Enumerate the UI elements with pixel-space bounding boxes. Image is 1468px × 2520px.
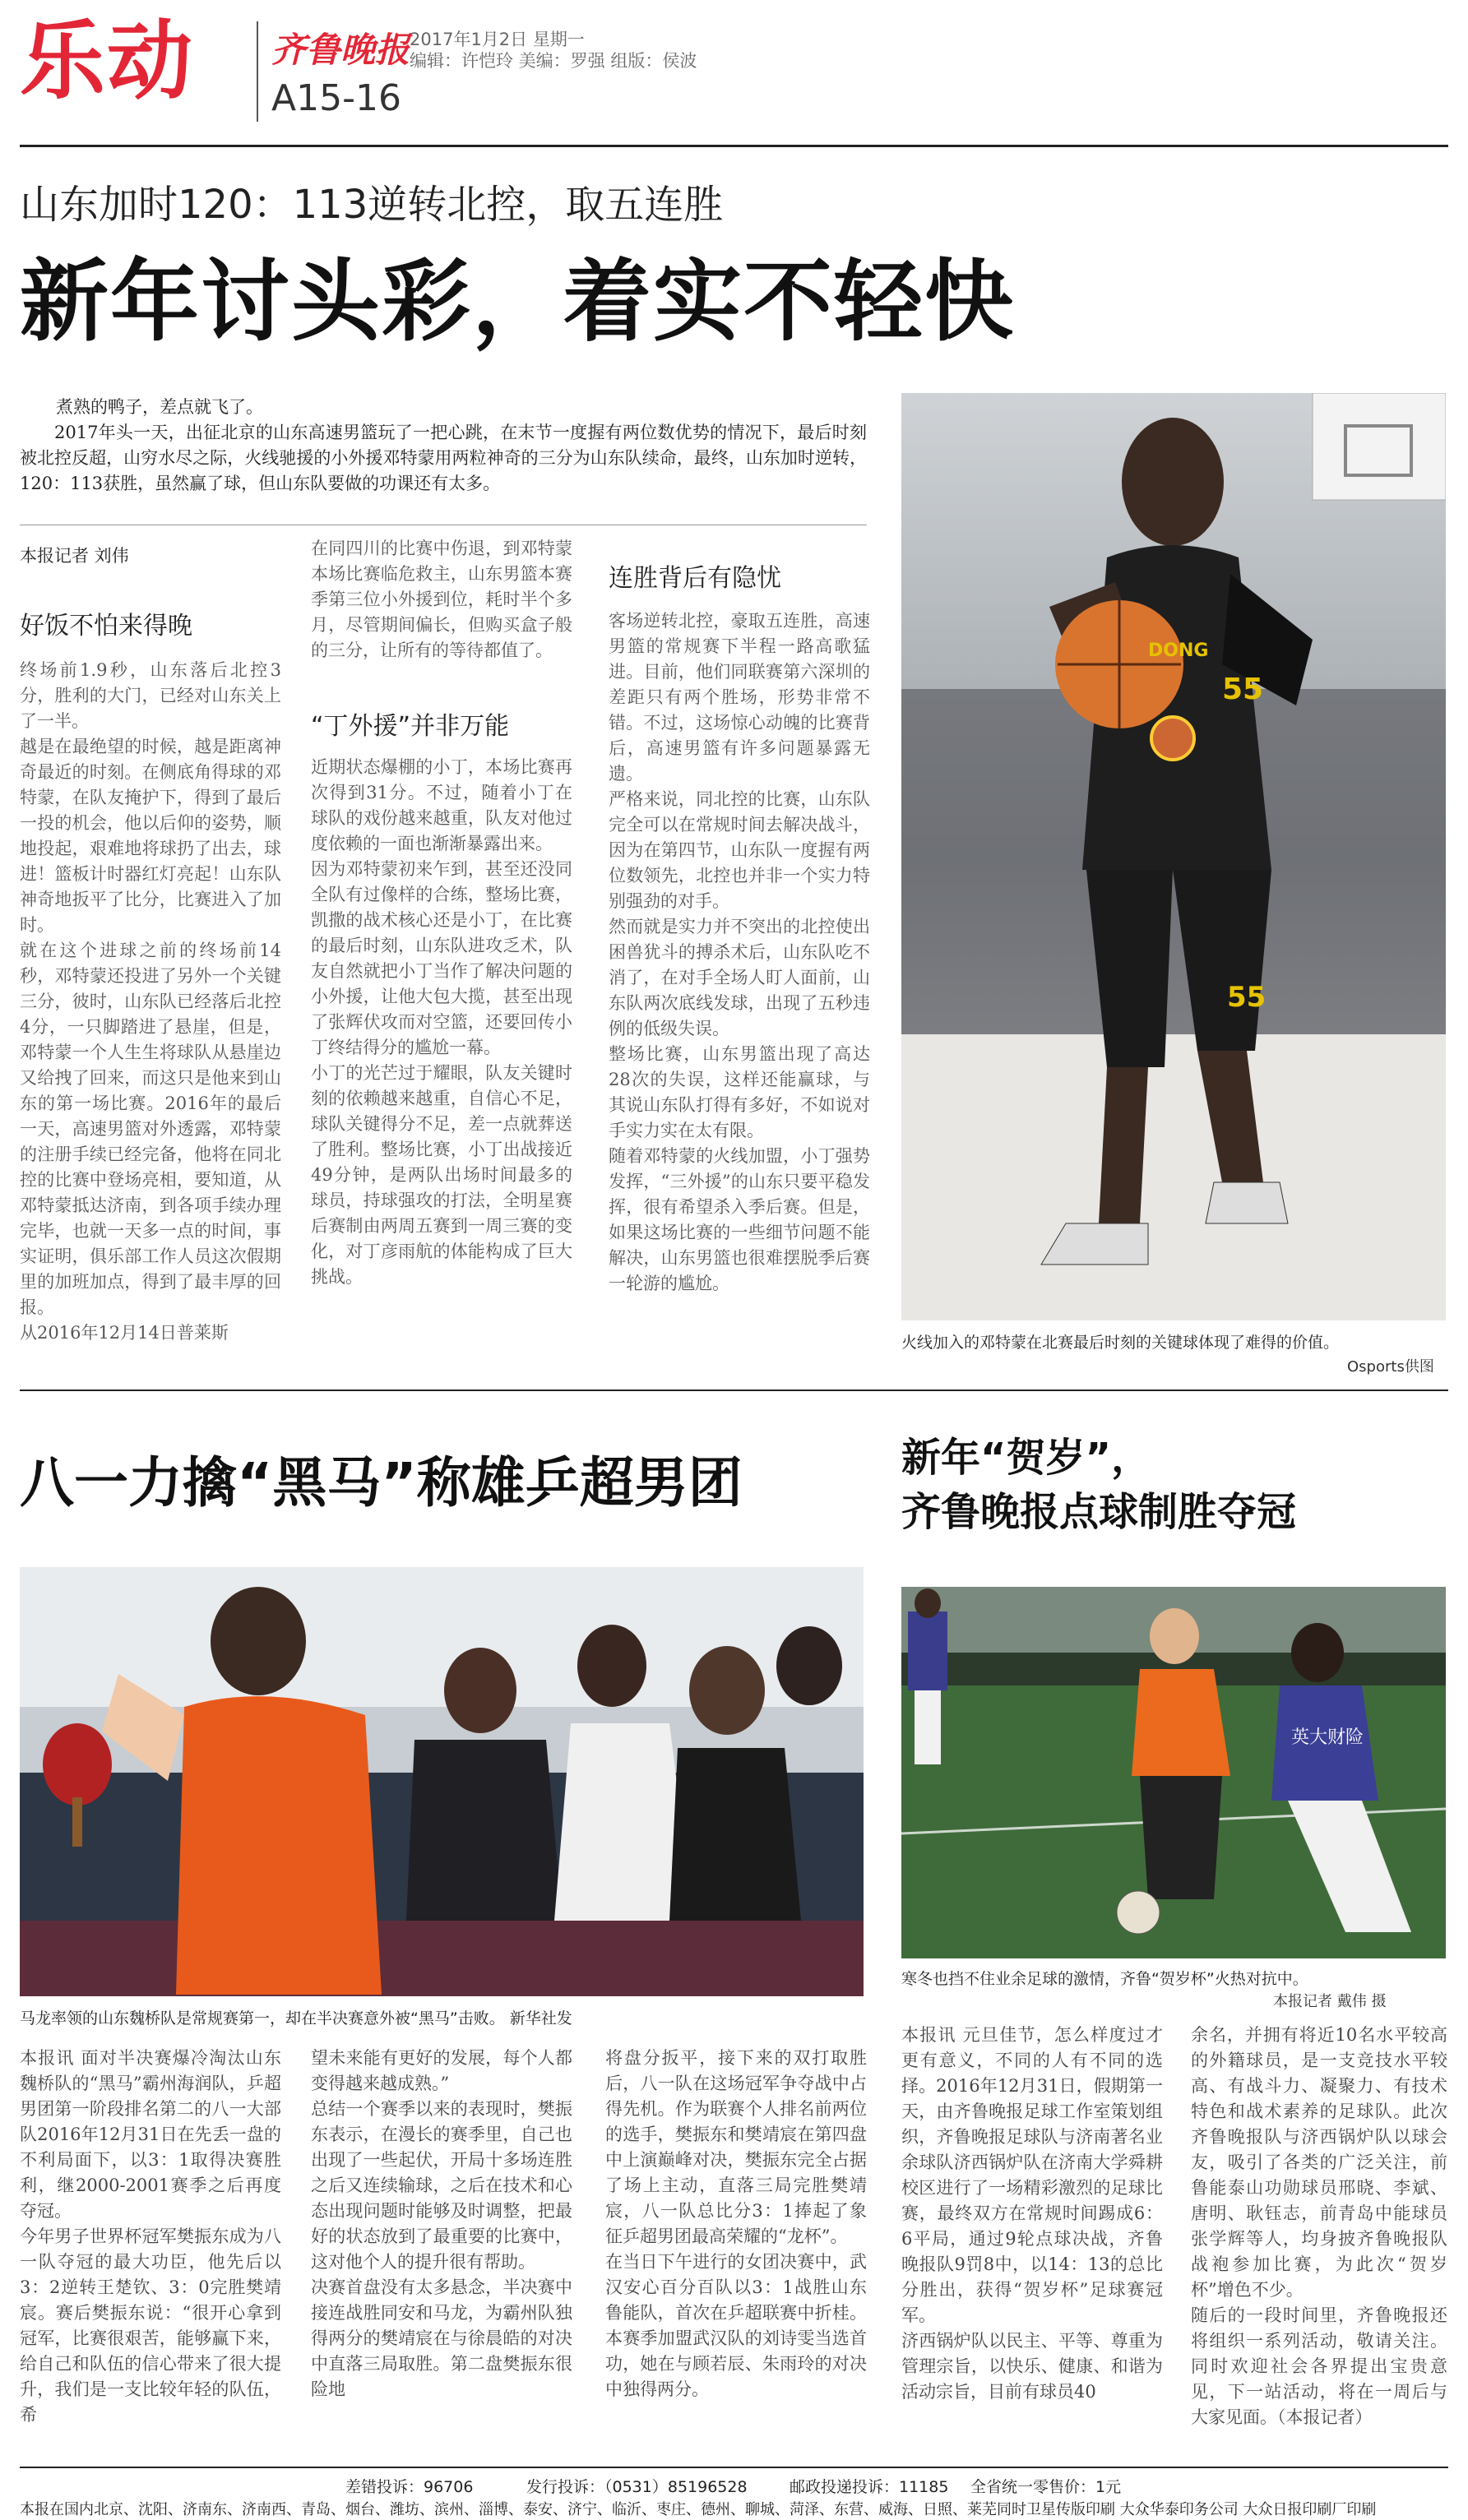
story1-subhead-2: “丁外援”并非万能 xyxy=(311,712,510,741)
page-numbers: A15-16 xyxy=(271,77,401,119)
story1-lead xyxy=(20,395,867,497)
football-photo-caption: 寒冬也挡不住业余足球的激情，齐鲁“贺岁杯”火热对抗中。 xyxy=(901,1970,1308,1988)
footer-price: 全省统一零售价：1元 xyxy=(970,2478,1122,2496)
story3-column-2: 余名，并拥有将近10名水平较高的外籍球员，是一支竞技水平较高、有战斗力、凝聚力、有技术特色和战术素养的足球队。此次齐鲁晚报队与济西锅炉队以球会友，吸引了各类的广泛关注，前鲁能泰山功勋球员邢晓、李斌、唐明、耿钰志，前青岛中能球员张学辉等人，均身披齐鲁晚报队战袍参加比赛，为此次“贺岁杯”增色不少。 随后的一段时间里，齐鲁晚报还将组织一系列活动，敬请关注。同时欢迎社会各界提出宝贵意见，下一站活动，将在一周后与大家见面。（本报记者） xyxy=(1191,2025,1447,2427)
footer-printing-info: 本报在国内北京、沈阳、济南东、济南西、青岛、烟台、潍坊、滨州、淄博、泰安、济宁、临沂、枣庄、德州、聊城、菏泽、东营、威海、日照、莱芜同时卫星传版印刷 大众华泰印务公司 大众日报印刷厂印刷 xyxy=(20,2501,1377,2518)
story1-byline: 本报记者 刘伟 xyxy=(20,546,129,566)
lead-intro: 煮熟的鸭子，差点就飞了。 xyxy=(56,397,263,417)
story2-column-3: 将盘分扳平，接下来的双打取胜后，八一队在这场冠军争夺战中占得先机。作为联赛个人排名前两位的选手，樊振东和樊靖宸在第四盘中上演巅峰对决，樊振东完全占据了场上主动，直落三局完胜樊靖宸，八一队总比分3：1捧起了象征乒超男团最高荣耀的“龙杯”。 在当日下午进行的女团决赛中，武汉安心百分百队以3：1战胜山东鲁能队，首次在乒超联赛中折桂。本赛季加盟武汉队的刘诗雯当选首功，她在与顾若辰、朱雨玲的对决中独得两分。 xyxy=(605,2048,867,2399)
footer-rule xyxy=(20,2467,1448,2468)
story1-column-3: 客场逆转北控，豪取五连胜，高速男篮的常规赛下半程一路高歌猛进。目前，他们同联赛第六深圳的差距只有两个胜场，形势非常不错。不过，这场惊心动魄的比赛背后，高速男篮有许多问题暴露无遗。 严格来说，同北控的比赛，山东队完全可以在常规时间去解决战斗，因为在第四节，山东队一度握有两位数领先，北控也并非一个实力特别强劲的对手。 然而就是实力并不突出的北控使出困兽犹斗的搏杀术后，山东队吃不消了，在对手全场人盯人面前，山东队两次底线发球，出现了五秒违例的低级失误。 整场比赛，山东男篮出现了高达28次的失误，这样还能赢球，与其说山东队打得有多好，不如说对手实力实在太有限。 随着邓特蒙的火线加盟，小丁强势发挥，“三外援”的山东只要平稳发挥，很有希望杀入季后赛。但是，如果这场比赛的一些细节问题不能解决，山东男篮也很难摆脱季后赛一轮游的尴尬。 xyxy=(609,611,870,1293)
football-shirt-text: 英大财险 xyxy=(1291,1727,1364,1748)
basketball-photo-caption: 火线加入的邓特蒙在北赛最后时刻的关键球体现了难得的价值。 xyxy=(901,1334,1340,1352)
top-rule xyxy=(20,145,1448,147)
editor-credits: 编辑：许恺玲 美编：罗强 组版：侯波 xyxy=(410,51,697,71)
story3-headline: 新年“贺岁”， 齐鲁晚报点球制胜夺冠 xyxy=(901,1435,1297,1535)
lead-body: 2017年头一天，出征北京的山东高速男篮玩了一把心跳，在末节一度握有两位数优势的情况下，最后时刻被北控反超，山穷水尽之际，火线驰援的小外援邓特蒙用两粒神奇的三分为山东队续命，最终，山东加时逆转，120：113获胜，虽然赢了球，但山东队要做的功课还有太多。 xyxy=(20,423,867,493)
story1-headline: 新年讨头彩，着实不轻快 xyxy=(20,251,1016,354)
football-photo-art xyxy=(901,1587,1446,1958)
basketball-photo-art xyxy=(901,393,1446,1320)
issue-date: 2017年1月2日 星期一 xyxy=(410,30,585,49)
story2-headline: 八一力擒“黑马”称雄乒超男团 xyxy=(20,1451,743,1514)
pingpong-photo-caption: 马龙率领的山东魏桥队是常规赛第一，却在半决赛意外被“黑马”击败。 新华社发 xyxy=(20,2009,572,2028)
masthead-divider xyxy=(257,21,258,122)
footer-distribution-hotline: 发行投诉：（0531）85196528 xyxy=(526,2478,748,2496)
story1-subhead-3: 连胜背后有隐忧 xyxy=(609,564,781,593)
jersey-team-text: DONG xyxy=(1148,640,1209,661)
basketball-photo xyxy=(901,393,1446,1320)
section-title: 乐动 xyxy=(20,11,195,111)
story3-column-1: 本报讯 元旦佳节，怎么样度过才更有意义，不同的人有不同的选择。2016年12月31日，假期第一天，由齐鲁晚报足球工作室策划组织，齐鲁晚报足球队与济南著名业余球队济西锅炉队在济南大学舜耕校区进行了一场精彩激烈的足球比赛，最终双方在常规时间踢成6：6平局，通过9轮点球决战，齐鲁晚报队9罚8中，以14：13的总比分胜出，获得“贺岁杯”足球赛冠军。 济西锅炉队以民主、平等、尊重为管理宗旨，以快乐、健康、和谐为活动宗旨，目前有球员40 xyxy=(901,2025,1163,2402)
jersey-number-chest: 55 xyxy=(1222,673,1264,706)
basketball-photo-credit: Osports供图 xyxy=(1347,1358,1434,1376)
section-rule xyxy=(20,1389,1448,1391)
story2-column-2: 望未来能有更好的发展，每个人都变得越来越成熟。” 总结一个赛季以来的表现时，樊振东表示，在漫长的赛季里，自己也出现了一些起伏，开局十多场连胜之后又连续输球，之后在技术和心态出现问题时能够及时调整，把最好的状态放到了最重要的比赛中，这对他个人的提升很有帮助。 决赛首盘没有太多悬念，半决赛中接连战胜同安和马龙，为霸州队独得两分的樊靖宸在与徐晨皓的对决中直落三局取胜。第二盘樊振东很险地 xyxy=(311,2048,572,2399)
story1-column-1: 终场前1.9秒，山东落后北控3分，胜利的大门，已经对山东关上了一半。 越是在最绝望的时候，越是距离神奇最近的时刻。在侧底角得球的邓特蒙，在队友掩护下，得到了最后一投的机会，他以后仰的姿势，顺地投起，艰难地将球扔了出去，球进！篮板计时器红灯亮起！山东队神奇地扳平了比分，比赛进入了加时。 就在这个进球之前的终场前14秒，邓特蒙还投进了另外一个关键三分，彼时，山东队已经落后北控4分，一只脚踏进了悬崖，但是，邓特蒙一个人生生将球队从悬崖边又给拽了回来，而这只是他来到山东的第一场比赛。2016年的最后一天，高速男篮对外透露，邓特蒙的注册手续已经完备，他将在同北控的比赛中登场亮相，要知道，从邓特蒙抵达济南，到各项手续办理完毕，也就一天多一点的时间，事实证明，俱乐部工作人员这次假期里的加班加点，得到了最丰厚的回报。 从2016年12月14日普莱斯 xyxy=(20,660,281,1343)
football-photo xyxy=(901,1587,1446,1958)
story2-column-1: 本报讯 面对半决赛爆冷淘汰山东魏桥队的“黑马”霸州海润队，乒超男团第一阶段排名第二的八一大部队2016年12月31日在先丢一盘的不利局面下，以3：1取得决赛胜利，继2000-2001赛季之后再度夺冠。 今年男子世界杯冠军樊振东成为八一队夺冠的最大功臣，他先后以3：2逆转王楚钦、3：0完胜樊靖宸。赛后樊振东说：“很开心拿到冠军，比赛很艰苦，能够赢下来，给自己和队伍的信心带来了很大提升，我们是一支比较年轻的队伍，希 xyxy=(20,2048,281,2425)
pingpong-photo xyxy=(20,1567,864,1996)
football-photo-credit: 本报记者 戴伟 摄 xyxy=(1273,1993,1387,2010)
story1-column-2b: 近期状态爆棚的小丁，本场比赛再次得到31分。不过，随着小丁在球队的戏份越来越重，队友对他过度依赖的一面也渐渐暴露出来。 因为邓特蒙初来乍到，甚至还没同全队有过像样的合练，整场比赛，凯撒的战术核心还是小丁，在比赛的最后时刻，山东队进攻乏术，队友自然就把小丁当作了解决问题的小外援，让他大包大揽，甚至出现了张辉伏攻而对空篮，还要回传小丁终结得分的尴尬一幕。 小丁的光芒过于耀眼，队友关键时刻的依赖越来越重，自信心不足，球队关键得分不足，差一点就葬送了胜利。整场比赛，小丁出战接近49分钟，是两队出场时间最多的球员，持球强攻的打法，全明星赛后赛制由两周五赛到一周三赛的变化，对丁彦雨航的体能构成了巨大挑战。 xyxy=(311,757,572,1287)
footer-postal-hotline: 邮政投递投诉：11185 xyxy=(790,2478,949,2496)
story1-subhead-1: 好饭不怕来得晚 xyxy=(20,612,192,640)
jersey-number-shorts: 55 xyxy=(1227,981,1267,1014)
footer-error-hotline: 差错投诉：96706 xyxy=(345,2478,474,2496)
pingpong-photo-art xyxy=(20,1567,864,1996)
story1-kicker: 山东加时120：113逆转北控，取五连胜 xyxy=(20,182,724,228)
newspaper-logo: 齐鲁晚报 xyxy=(271,30,410,70)
story1-column-2a: 在同四川的比赛中伤退，到邓特蒙本场比赛临危救主，山东男篮本赛季第三位小外援到位，耗时半个多月，尽管期间偏长，但购买盒子般的三分，让所有的等待都值了。 xyxy=(311,539,572,660)
